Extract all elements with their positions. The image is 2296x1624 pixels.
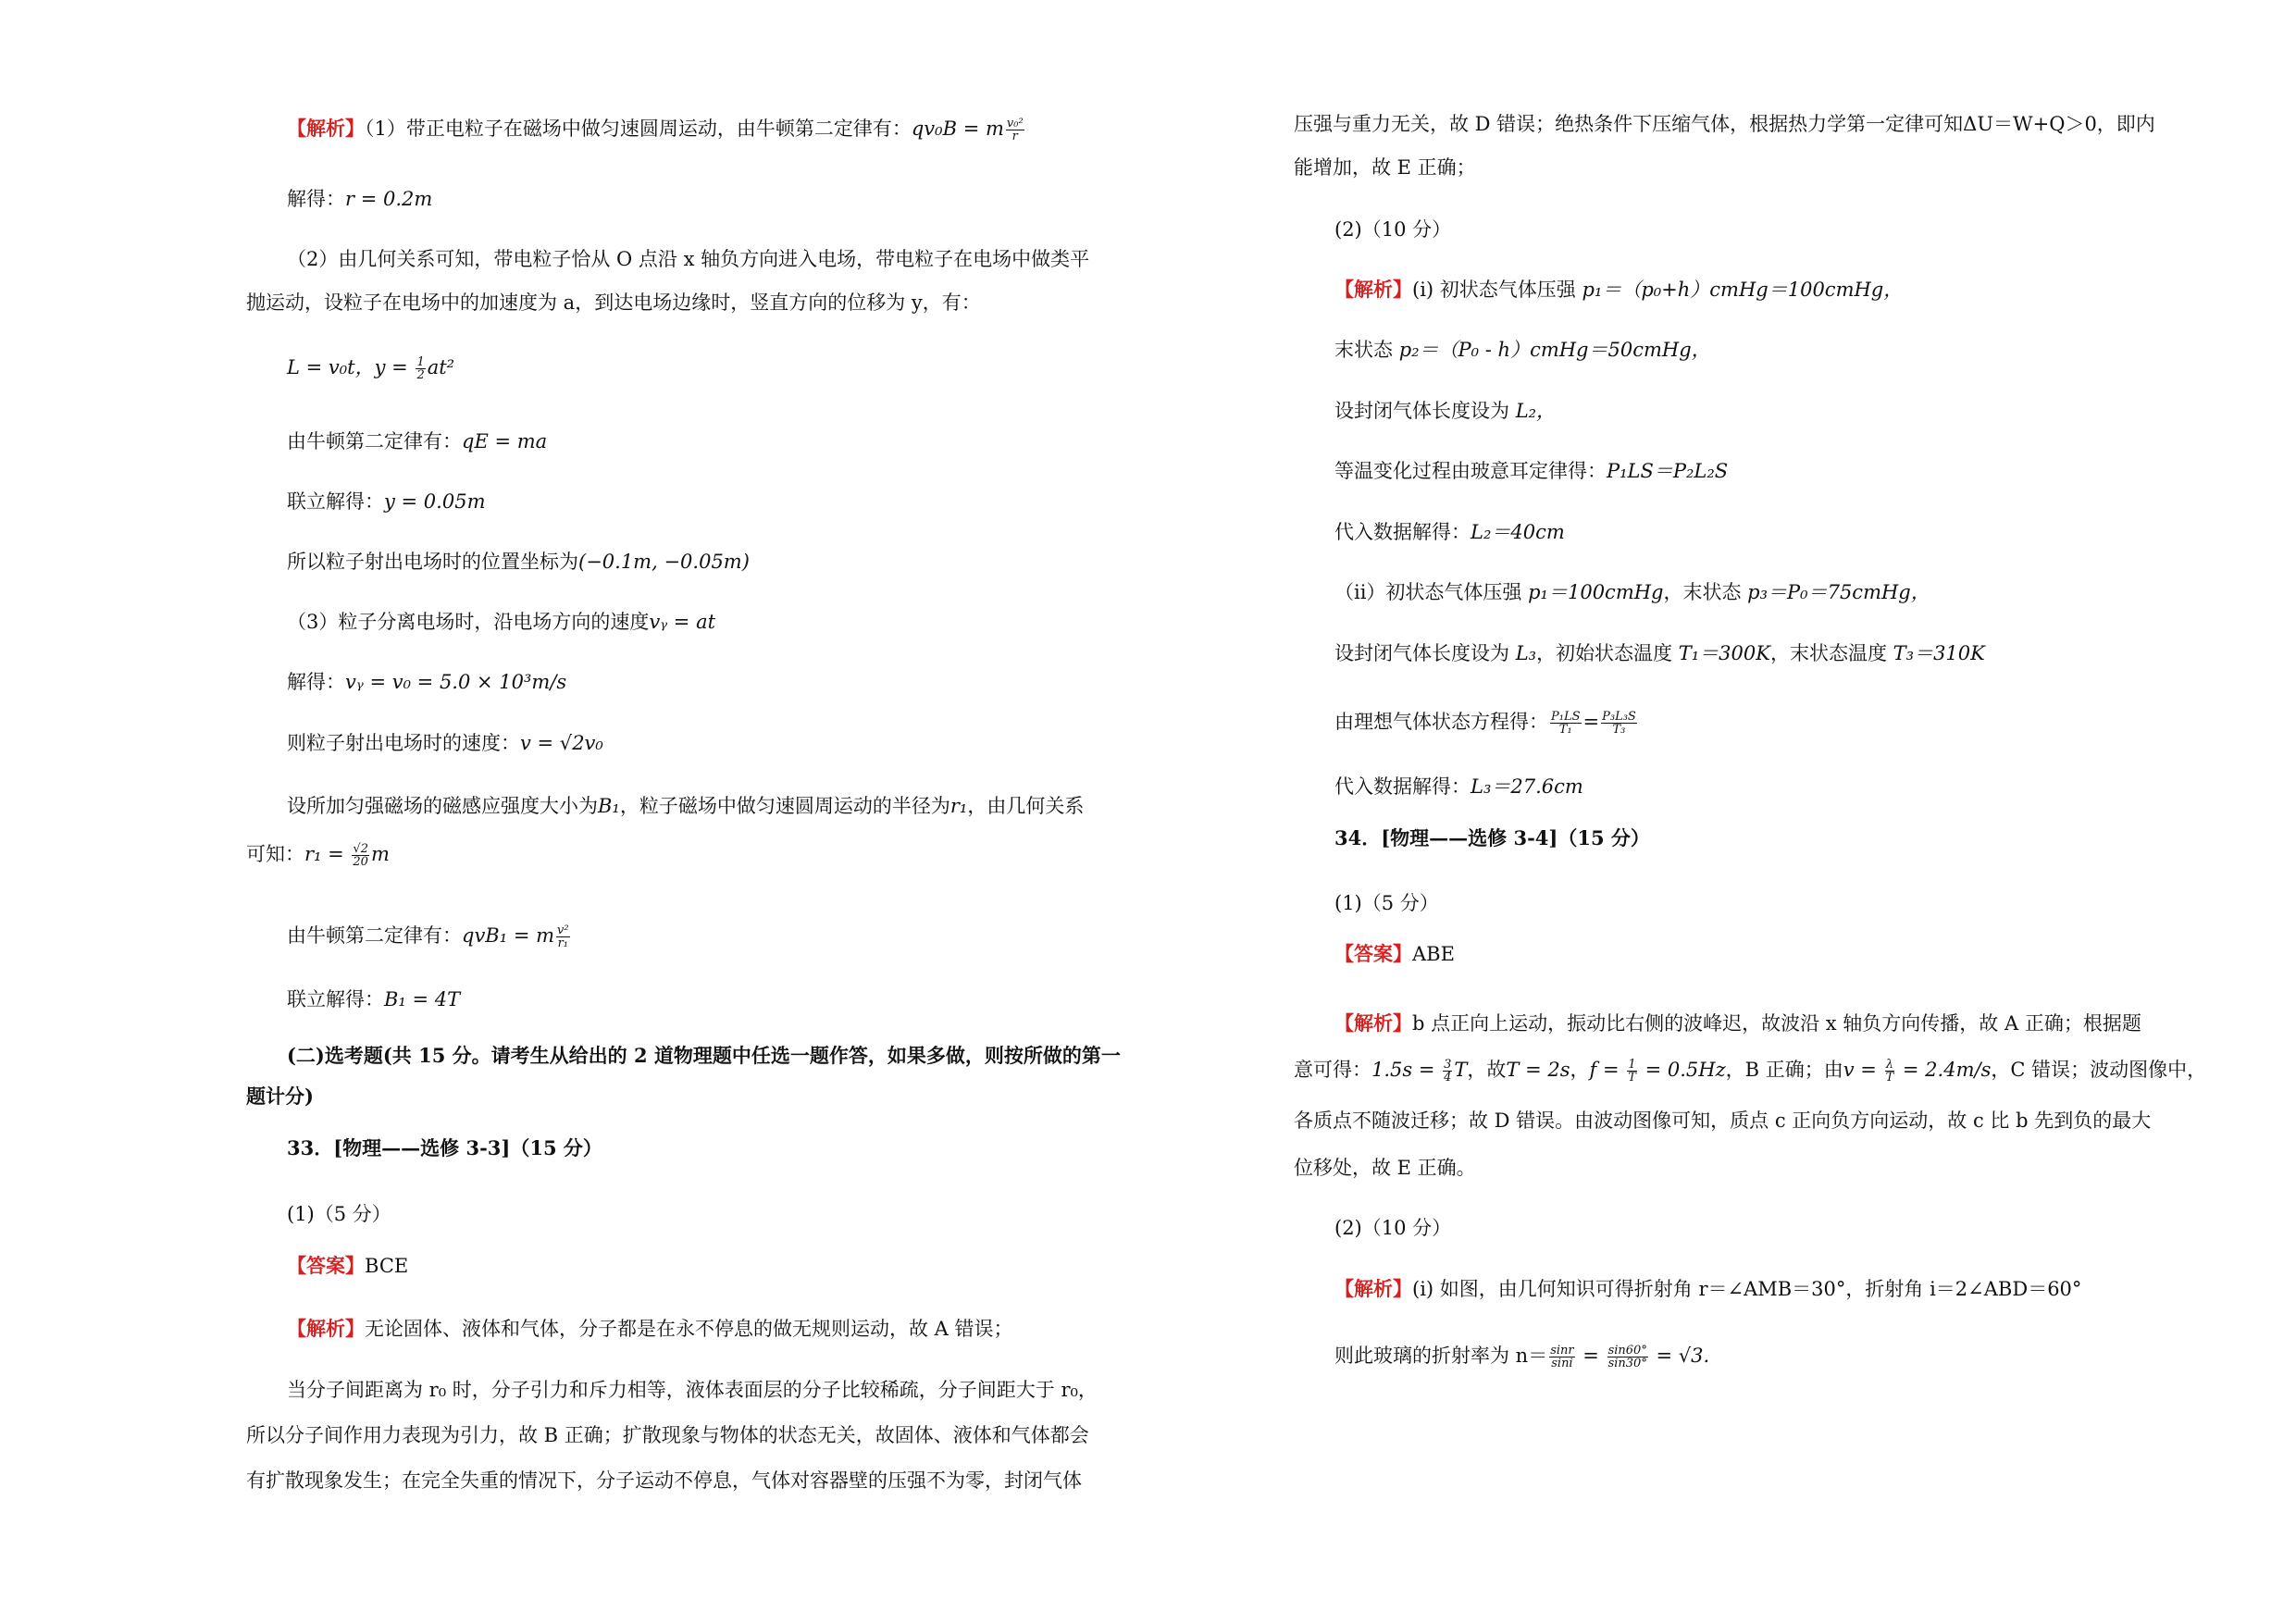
solution-line: 【解析】(i) 初状态气体压强 p₁＝（p₀+h）cmHg＝100cmHg，	[1334, 278, 1904, 301]
part-label: (2)（10 分）	[1334, 218, 1452, 241]
equation-line: 意可得：1.5s = $\frac{3}{4}$ T，故T = 2s，f = $\frac{1}{T}$ = 0.5Hz，B 正确；由v = $\frac{\lambda}{T}$ = 2.4m/s，C 错误；波动图像中，	[1294, 1058, 2207, 1085]
solution-line: 代入数据解得：L₃＝27.6cm	[1334, 775, 1583, 798]
solution-line: 联立解得：y = 0.05m	[287, 490, 486, 513]
solution-line: 则粒子射出电场时的速度：v = √2v₀	[287, 732, 603, 754]
solution-line: 【解析】(i) 如图，由几何知识可得折射角 r＝∠AMB＝30°，折射角 i＝2∠ABD＝60°	[1334, 1277, 2082, 1300]
part-label: (1)（5 分）	[287, 1203, 391, 1225]
answer-tag: 【答案】	[1334, 942, 1412, 965]
solution-line: 末状态 p₂＝（P₀ - h）cmHg＝50cmHg，	[1334, 339, 1711, 361]
solution-line: 【解析】无论固体、液体和气体，分子都是在永不停息的做无规则运动，故 A 错误；	[287, 1317, 1013, 1340]
solution-line: （3）粒子分离电场时，沿电场方向的速度vᵧ = at	[287, 611, 716, 633]
answer-tag: 【答案】	[287, 1254, 365, 1277]
section-heading: (二)选考题(共 15 分。请考生从给出的 2 道物理题中任选一题作答，如果多做，则按所做的第一	[287, 1044, 1121, 1067]
analysis-tag: 【解析】	[1334, 1011, 1412, 1035]
solution-line: 设封闭气体长度设为 L₂，	[1334, 400, 1557, 422]
solution-line: 各质点不随波迁移；故 D 错误。由波动图像可知，质点 c 正向负方向运动，故 c 比 b 先到负的最大	[1294, 1110, 2152, 1132]
solution-line: 所以粒子射出电场时的位置坐标为(−0.1m, −0.05m)	[287, 551, 750, 573]
solution-line: （ii）初状态气体压强 p₁＝100cmHg，末状态 p₃＝P₀＝75cmHg，	[1334, 581, 1930, 603]
section-heading: 题计分)	[246, 1085, 314, 1108]
solution-line: 压强与重力无关，故 D 错误；绝热条件下压缩气体，根据热力学第一定律可知ΔU＝W+Q＞0，即内	[1294, 113, 2155, 135]
equation-line: L = v₀t，y = $\frac{1}{2}$ at²	[287, 355, 455, 382]
answer-line: 【答案】ABE	[1334, 942, 1455, 965]
analysis-tag: 【解析】	[1334, 1277, 1412, 1300]
solution-line: 【解析】（1）带正电粒子在磁场中做匀速圆周运动，由牛顿第二定律有：qv₀B = m $\frac{\text{v₀²}}{r}$	[287, 117, 1024, 143]
right-page	[1148, 0, 2296, 1624]
solution-line: 解得：r = 0.2m	[287, 188, 433, 210]
solution-line: 联立解得：B₁ = 4T	[287, 988, 461, 1010]
equation-line: 则此玻璃的折射率为 n＝ $\frac{\sin r}{\sin i}$ = $\frac{\sin 60^\circ}{\sin 30^\circ}$ = √3.	[1334, 1344, 1710, 1370]
solution-line: 有扩散现象发生；在完全失重的情况下，分子运动不停息，气体对容器壁的压强不为零，封闭气体	[246, 1469, 1082, 1492]
solution-line: 由牛顿第二定律有：qE = ma	[287, 430, 548, 452]
solution-line: 代入数据解得：L₂＝40cm	[1334, 521, 1565, 543]
solution-line: 【解析】b 点正向上运动，振动比右侧的波峰迟，故波沿 x 轴负方向传播，故 A 正确；根据题	[1334, 1011, 2141, 1035]
solution-line: 解得：vᵧ = v₀ = 5.0 × 10³m/s	[287, 671, 567, 693]
solution-line: （2）由几何关系可知，带电粒子恰从 O 点沿 x 轴负方向进入电场，带电粒子在电场中做类平	[287, 248, 1090, 270]
solution-line: 位移处，故 E 正确。	[1294, 1157, 1476, 1179]
part-label: (2)（10 分）	[1334, 1217, 1452, 1239]
analysis-tag: 【解析】	[1334, 278, 1412, 301]
solution-line: 等温变化过程由玻意耳定律得：P₁LS＝P₂L₂S	[1334, 460, 1729, 482]
analysis-tag: 【解析】	[287, 1317, 365, 1340]
solution-line: 抛运动，设粒子在电场中的加速度为 a，到达电场边缘时，竖直方向的位移为 y，有：	[246, 291, 981, 314]
solution-line: 由牛顿第二定律有：qvB₁ = m $\frac{\text{v²}}{\text{r₁}}$	[287, 924, 569, 950]
equation-line: 由理想气体状态方程得： $\frac{\text{P₁LS}}{\text{T₁}}$ = $\frac{\text{P₃L₃S}}{\text{T₃}}$	[1334, 710, 1636, 737]
answer-line: 【答案】BCE	[287, 1254, 409, 1277]
solution-line: 所以分子间作用力表现为引力，故 B 正确；扩散现象与物体的状态无关，故固体、液体和气体都会	[246, 1424, 1089, 1446]
solution-line: 当分子间距离为 r₀ 时，分子引力和斥力相等，液体表面层的分子比较稀疏，分子间距大于 r₀，	[287, 1379, 1098, 1401]
solution-line: 可知：r₁ = $\frac{√2}{20}$ m	[246, 842, 390, 869]
question-heading: 34．[物理——选修 3-4]（15 分）	[1334, 826, 1650, 849]
solution-line: 设封闭气体长度设为 L₃，初始状态温度 T₁＝300K，末状态温度 T₃＝310K	[1334, 642, 1985, 664]
question-heading: 33．[物理——选修 3-3]（15 分）	[287, 1136, 602, 1159]
part-label: (1)（5 分）	[1334, 892, 1439, 914]
analysis-tag: 【解析】	[287, 117, 365, 140]
solution-line: 能增加，故 E 正确；	[1294, 156, 1476, 179]
solution-line: 设所加匀强磁场的磁感应强度大小为B₁，粒子磁场中做匀速圆周运动的半径为r₁，由几何关系	[287, 795, 1085, 817]
